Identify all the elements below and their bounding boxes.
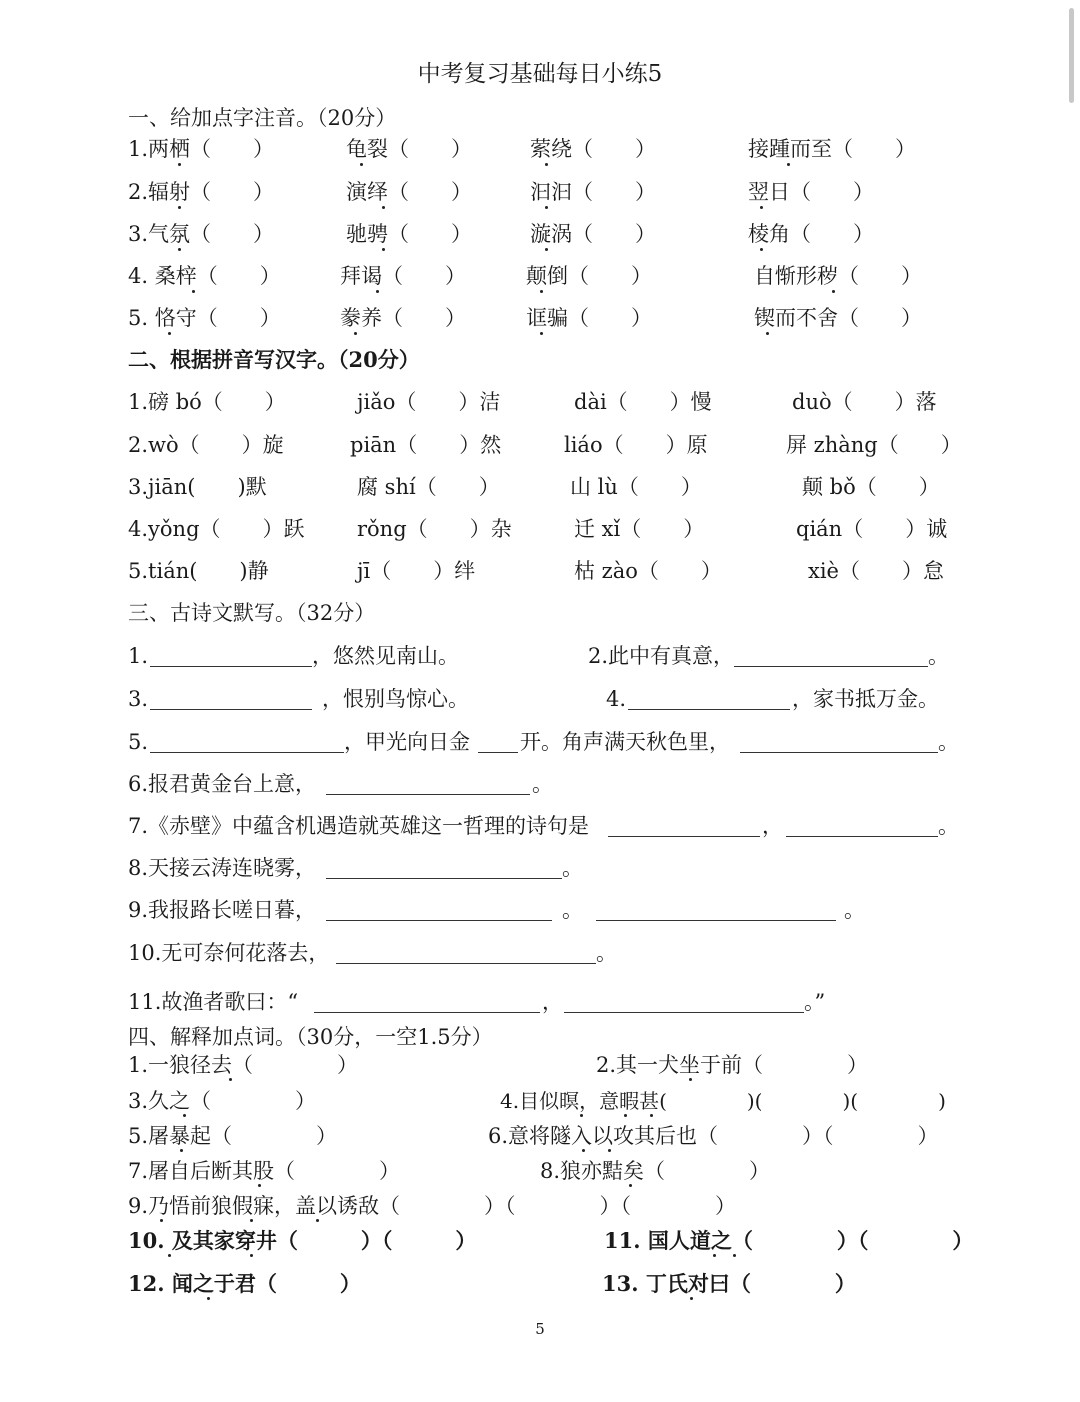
s1-item: 豢养（ ） bbox=[340, 306, 466, 330]
s2-item: 2.wò（ ）旋 bbox=[128, 433, 284, 457]
q8-end: 。 bbox=[562, 856, 583, 880]
q3-number: 3. bbox=[128, 687, 149, 711]
s1-item: 漩涡（ ） bbox=[530, 222, 656, 246]
emphasis-dot bbox=[354, 332, 357, 335]
answer-blank[interactable] bbox=[314, 1012, 540, 1013]
s2-item: dài（ ）慢 bbox=[574, 390, 712, 414]
s2-item: 3.jiān( )默 bbox=[128, 475, 267, 499]
answer-blank[interactable] bbox=[150, 752, 344, 753]
s4-item: 10. 及其家穿井（ ）（ ） bbox=[128, 1228, 477, 1253]
emphasis-dot bbox=[168, 332, 171, 335]
s2-item: 5.tián( )静 bbox=[128, 559, 269, 583]
emphasis-dot bbox=[582, 1149, 585, 1152]
s2-item: 1.磅 bó（ ） bbox=[128, 390, 286, 414]
s4-item: 8.狼亦黠矣（ ） bbox=[540, 1159, 771, 1183]
s1-item: 棱角（ ） bbox=[748, 222, 874, 246]
q3-text: ，恨别鸟惊心。 bbox=[322, 687, 469, 711]
s2-item: 腐 shí（ ） bbox=[357, 475, 500, 499]
answer-blank[interactable] bbox=[628, 709, 790, 710]
s4-item: 6.意将隧入以攻其后也（ ）（ ） bbox=[488, 1124, 939, 1148]
s1-item: 诓骗（ ） bbox=[526, 306, 652, 330]
q6-end: 。 bbox=[532, 772, 553, 796]
emphasis-dot bbox=[766, 332, 769, 335]
s2-item: jī（ ）绊 bbox=[357, 559, 476, 583]
emphasis-dot bbox=[689, 1078, 692, 1081]
s2-item: liáo（ ）原 bbox=[564, 433, 708, 457]
emphasis-dot bbox=[545, 206, 548, 209]
q11-text: 11.故渔者歌曰：“ bbox=[128, 990, 299, 1014]
s1-item: 自惭形秽（ ） bbox=[754, 264, 922, 288]
s1-item: 翌日（ ） bbox=[748, 180, 874, 204]
s2-item: 枯 zào（ ） bbox=[574, 559, 722, 583]
emphasis-dot bbox=[540, 332, 543, 335]
s4-item: 11. 国人道之（ ）（ ） bbox=[604, 1228, 974, 1253]
emphasis-dot bbox=[382, 248, 385, 251]
q4-number: 4. bbox=[606, 687, 627, 711]
emphasis-dot bbox=[650, 1114, 653, 1117]
section3-heading: 三、古诗文默写。（32分） bbox=[128, 601, 376, 625]
s4-item: 9.乃悟前狼假寐，盖以诱敌（ ）（ ）（ ） bbox=[128, 1194, 737, 1218]
q5-end: 。 bbox=[938, 730, 959, 754]
emphasis-dot bbox=[250, 1219, 253, 1222]
q7-comma: ， bbox=[762, 814, 783, 838]
answer-blank[interactable] bbox=[608, 836, 760, 837]
emphasis-dot bbox=[229, 1078, 232, 1081]
s1-item: 颠倒（ ） bbox=[526, 264, 652, 288]
page-number: 5 bbox=[535, 1320, 545, 1338]
s1-item: 萦绕（ ） bbox=[530, 137, 656, 161]
q7-end: 。 bbox=[938, 814, 959, 838]
emphasis-dot bbox=[258, 1184, 261, 1187]
answer-blank[interactable] bbox=[596, 920, 836, 921]
s2-item: 迁 xǐ（ ） bbox=[574, 517, 705, 541]
s4-item: 4.目似暝，意暇甚( )( )( ) bbox=[500, 1089, 946, 1113]
page-title: 中考复习基础每日小练5 bbox=[417, 61, 663, 87]
emphasis-dot bbox=[760, 206, 763, 209]
emphasis-dot bbox=[733, 1254, 736, 1257]
emphasis-dot bbox=[192, 290, 195, 293]
section1-heading: 一、给加点字注音。（20分） bbox=[128, 106, 397, 130]
q6-text: 6.报君黄金台上意， bbox=[128, 772, 317, 796]
q8-text: 8.天接云涛连晓雾， bbox=[128, 856, 317, 880]
emphasis-dot bbox=[382, 206, 385, 209]
scrollbar-thumb[interactable] bbox=[1069, 8, 1074, 103]
emphasis-dot bbox=[787, 163, 790, 166]
s2-item: piān（ ）然 bbox=[350, 433, 502, 457]
s1-item: 演绎（ ） bbox=[346, 180, 472, 204]
answer-blank[interactable] bbox=[564, 1012, 804, 1013]
q4-text: ，家书抵万金。 bbox=[792, 687, 939, 711]
q9-mid: 。 bbox=[562, 898, 583, 922]
s1-item: 2.辐射（ ） bbox=[128, 180, 275, 204]
emphasis-dot bbox=[178, 248, 181, 251]
q10-text: 10.无可奈何花落去， bbox=[128, 941, 330, 965]
emphasis-dot bbox=[316, 1219, 319, 1222]
section4-heading: 四、解释加点词。（30分，一空1.5分） bbox=[128, 1025, 493, 1049]
emphasis-dot bbox=[580, 1114, 583, 1117]
answer-blank[interactable] bbox=[150, 666, 312, 667]
s4-item: 12. 闻之于君（ ） bbox=[128, 1271, 361, 1296]
emphasis-dot bbox=[629, 1184, 632, 1187]
emphasis-dot bbox=[180, 1149, 183, 1152]
q9-end: 。 bbox=[844, 898, 865, 922]
emphasis-dot bbox=[545, 163, 548, 166]
emphasis-dot bbox=[178, 163, 181, 166]
emphasis-dot bbox=[713, 1254, 716, 1257]
s1-item: 4. 桑梓（ ） bbox=[128, 264, 281, 288]
s2-item: duò（ ）落 bbox=[792, 390, 937, 414]
q5-text-b: 开。角声满天秋色里， bbox=[520, 730, 730, 754]
emphasis-dot bbox=[360, 163, 363, 166]
emphasis-dot bbox=[376, 290, 379, 293]
emphasis-dot bbox=[760, 248, 763, 251]
emphasis-dot bbox=[178, 206, 181, 209]
q11-comma: ， bbox=[542, 990, 563, 1014]
s2-item: 山 lù（ ） bbox=[570, 475, 702, 499]
s2-item: jiǎo（ ）洁 bbox=[357, 390, 501, 414]
answer-blank[interactable] bbox=[740, 752, 938, 753]
answer-blank[interactable] bbox=[326, 878, 562, 879]
s1-item: 1.两栖（ ） bbox=[128, 137, 275, 161]
emphasis-dot bbox=[608, 1149, 611, 1152]
emphasis-dot bbox=[250, 1254, 253, 1257]
q1-number: 1. bbox=[128, 644, 149, 668]
emphasis-dot bbox=[832, 290, 835, 293]
s1-item: 5. 恪守（ ） bbox=[128, 306, 281, 330]
s1-item: 龟裂（ ） bbox=[346, 137, 472, 161]
answer-blank[interactable] bbox=[786, 836, 938, 837]
q9-text: 9.我报路长嗟日暮， bbox=[128, 898, 317, 922]
s4-item: 5.屠暴起（ ） bbox=[128, 1124, 338, 1148]
answer-blank[interactable] bbox=[326, 920, 552, 921]
s2-item: 颠 bǒ（ ） bbox=[802, 475, 940, 499]
emphasis-dot bbox=[624, 1114, 627, 1117]
q5-text-a: ，甲光向日金 bbox=[344, 730, 470, 754]
answer-blank[interactable] bbox=[336, 963, 596, 964]
section2-heading: 二、根据拼音写汉字。（20分） bbox=[128, 347, 420, 372]
s2-item: 4.yǒng（ ）跃 bbox=[128, 517, 305, 541]
answer-blank[interactable] bbox=[150, 709, 312, 710]
s4-item: 13. 丁氏对曰（ ） bbox=[602, 1271, 856, 1296]
emphasis-dot bbox=[545, 248, 548, 251]
q2-text: 2.此中有真意， bbox=[588, 644, 735, 668]
s4-item: 3.久之（ ） bbox=[128, 1089, 317, 1113]
s1-item: 驰骋（ ） bbox=[346, 222, 472, 246]
emphasis-dot bbox=[160, 1219, 163, 1222]
q5-number: 5. bbox=[128, 730, 149, 754]
s2-item: xiè（ ）怠 bbox=[808, 559, 944, 583]
answer-blank[interactable] bbox=[734, 666, 928, 667]
s2-item: qián（ ）诚 bbox=[796, 517, 948, 541]
s1-item: 拜谒（ ） bbox=[340, 264, 466, 288]
q2-end: 。 bbox=[928, 644, 949, 668]
s4-item: 1.一狼径去（ ） bbox=[128, 1053, 359, 1077]
emphasis-dot bbox=[168, 1254, 171, 1257]
q7-text: 7.《赤壁》中蕴含机遇造就英雄这一哲理的诗句是 bbox=[128, 814, 590, 838]
emphasis-dot bbox=[690, 1297, 693, 1300]
s4-item: 7.屠自后断其股（ ） bbox=[128, 1159, 401, 1183]
s1-item: 接踵而至（ ） bbox=[748, 137, 916, 161]
q11-end: 。” bbox=[804, 990, 826, 1014]
q1-text: ，悠然见南山。 bbox=[312, 644, 459, 668]
emphasis-dot bbox=[207, 1297, 210, 1300]
q10-end: 。 bbox=[596, 941, 617, 965]
s2-item: rǒng（ ）杂 bbox=[357, 517, 512, 541]
answer-blank[interactable] bbox=[478, 752, 518, 753]
emphasis-dot bbox=[183, 1114, 186, 1117]
s4-item: 2.其一犬坐于前（ ） bbox=[596, 1053, 869, 1077]
s2-item: 屏 zhàng（ ） bbox=[786, 433, 962, 457]
s1-item: 汩汩（ ） bbox=[530, 180, 656, 204]
answer-blank[interactable] bbox=[326, 794, 530, 795]
s1-item: 锲而不舍（ ） bbox=[754, 306, 922, 330]
emphasis-dot bbox=[540, 290, 543, 293]
s1-item: 3.气氛（ ） bbox=[128, 222, 275, 246]
